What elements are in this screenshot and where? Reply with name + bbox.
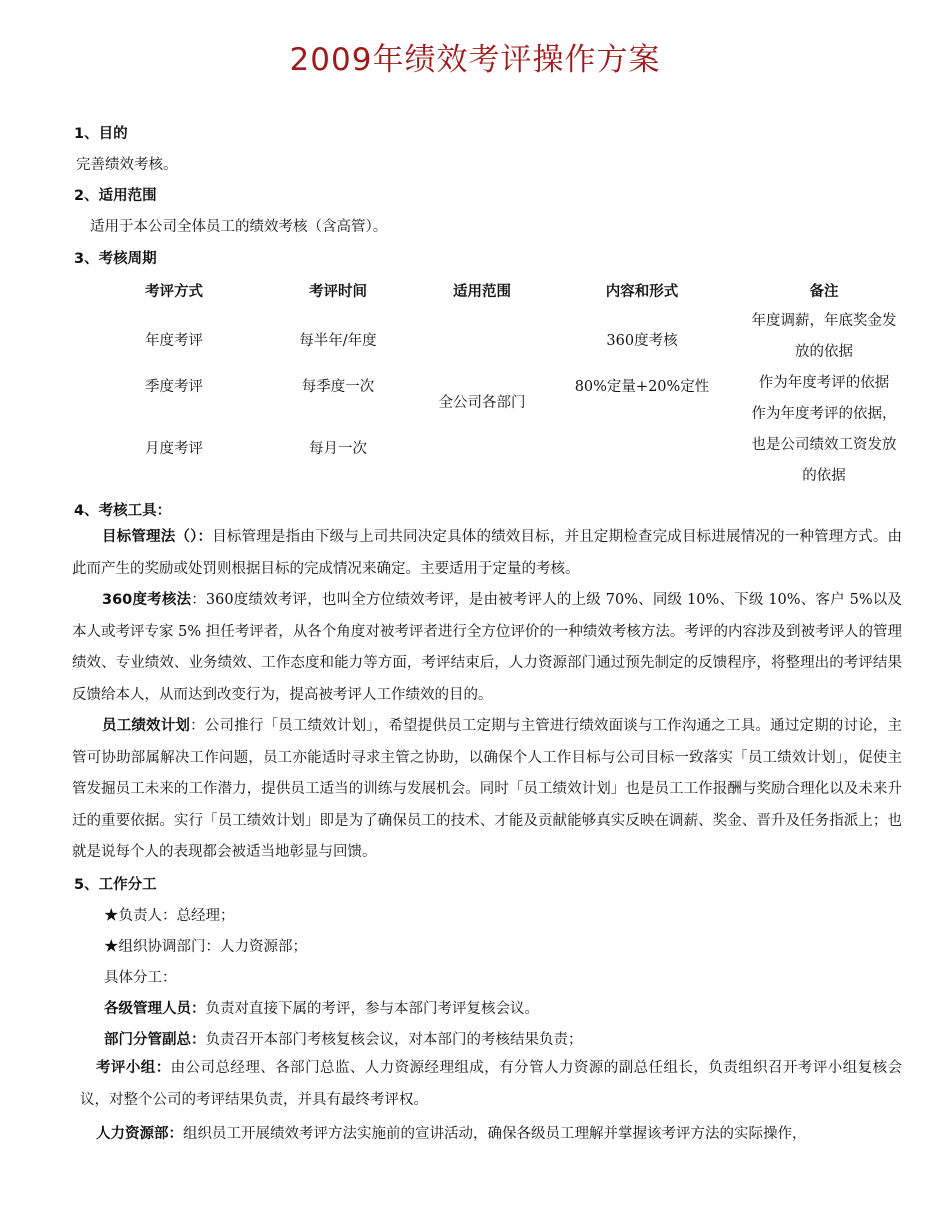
table-row-1-form: 360度考核 bbox=[606, 333, 678, 349]
table-row-3-note: 作为年度考评的依据，也是公司绩效工资发放的依据 bbox=[751, 406, 897, 484]
role-committee-label: 考评小组： bbox=[96, 1059, 171, 1076]
role-vp bbox=[104, 1028, 583, 1049]
table-row-2-method: 季度考评 bbox=[145, 379, 203, 395]
tool-360-paragraph bbox=[72, 585, 902, 711]
document-title: 2009年绩效考评操作方案 bbox=[289, 42, 661, 78]
role-committee bbox=[80, 1052, 902, 1116]
role-managers-label: 各级管理人员： bbox=[104, 1001, 206, 1017]
table-row-1-time: 每半年/年度 bbox=[299, 333, 377, 349]
role-hr-label: 人力资源部： bbox=[96, 1126, 183, 1142]
tool-mbo-text: 目标管理是指由下级与上司共同决定具体的绩效目标，并且定期检查完成目标进展情况的一种管理方式。由此而产生的奖励或处罚则根据目标的完成情况来确定。主要适用于定量的考核。 bbox=[72, 529, 903, 577]
table-header-note: 备注 bbox=[809, 284, 839, 300]
role-hr bbox=[96, 1122, 807, 1143]
table-row-1-method: 年度考评 bbox=[145, 333, 203, 349]
tool-plan-text: ：公司推行「员工绩效计划」，希望提供员工定期与主管进行绩效面谈与工作沟通之工具。通过定期的讨论，主管可协助部属解决工作问题，员工亦能适时寻求主管之协助，以确保个人工作目标与公司目标一致落实「员工绩效计划」，促使主管发掘员工未来的工作潜力，提供员工适当的训练与发展机会。同时「员工绩效计划」也是员工工作报酬与奖励合理化以及未来升迁的重要依据。实行「员工绩效计划」即是为了确保员工的技术、才能及贡献能够真实反映在调薪、奖金、晋升及任务指派上；也就是说每个人的表现都会被适当地彰显与回馈。 bbox=[72, 718, 903, 860]
tool-plan-label: 员工绩效计划 bbox=[102, 718, 191, 734]
table-row-2-note: 作为年度考评的依据 bbox=[758, 375, 890, 391]
role-vp-text: 负责召开本部门考核复核会议，对本部门的考核结果负责； bbox=[205, 1032, 583, 1048]
coordination-line: ★组织协调部门：人力资源部； bbox=[104, 939, 307, 955]
section-1-heading: 1、目的 bbox=[74, 126, 128, 142]
division-label: 具体分工： bbox=[104, 970, 177, 986]
section-3-heading: 3、考核周期 bbox=[74, 251, 157, 267]
section-1-text: 完善绩效考核。 bbox=[76, 157, 178, 173]
tool-plan-paragraph bbox=[72, 711, 902, 869]
table-row-1-note: 年度调薪，年底奖金发放的依据 bbox=[751, 313, 897, 360]
section-2-heading: 2、适用范围 bbox=[74, 188, 157, 204]
table-row-2-form: 80%定量+20%定性 bbox=[574, 379, 710, 395]
tool-mbo-paragraph bbox=[72, 522, 902, 585]
tool-mbo-label: 目标管理法（）： bbox=[102, 529, 213, 545]
table-row-3-time: 每月一次 bbox=[309, 441, 367, 457]
tool-360-label: 360度考核法 bbox=[102, 592, 192, 608]
table-header-form: 内容和形式 bbox=[605, 284, 679, 300]
role-vp-label: 部门分管副总： bbox=[104, 1032, 206, 1048]
table-header-time: 考评时间 bbox=[309, 284, 367, 300]
responsible-line: ★负责人：总经理； bbox=[104, 908, 235, 924]
section-5-heading: 5、工作分工 bbox=[74, 877, 157, 893]
role-managers bbox=[104, 997, 539, 1018]
table-row-2-time: 每季度一次 bbox=[301, 379, 375, 395]
table-header-scope: 适用范围 bbox=[453, 284, 511, 300]
table-row-3-method: 月度考评 bbox=[145, 441, 203, 457]
role-managers-text: 负责对直接下属的考评，参与本部门考评复核会议。 bbox=[205, 1001, 539, 1017]
table-header-method: 考评方式 bbox=[145, 284, 203, 300]
role-committee-text: 由公司总经理、各部门总监、人力资源经理组成，有分管人力资源的副总任组长，负责组织召开考评小组复核会议，对整个公司的考评结果负责，并具有最终考评权。 bbox=[80, 1060, 902, 1108]
section-4-heading: 4、考核工具： bbox=[74, 503, 172, 519]
role-hr-text: 组织员工开展绩效考评方法实施前的宣讲活动，确保各级员工理解并掌握该考评方法的实际操作， bbox=[183, 1126, 807, 1142]
tool-360-text: ：360度绩效考评，也叫全方位绩效考评，是由被考评人的上级 70%、同级 10%、下级 10%、客户 5%以及本人或考评专家 5% 担任考评者，从各个角度对被考评者进行全方位评价的一种绩效考核方法。考评的内容涉及到被考评人的管理绩效、专业绩效、业务绩效、工作态度和能力等方面，考评结束后，人力资源部门通过预先制定的反馈程序，将整理出的考评结果反馈给本人，从而达到改变行为，提高被考评人工作绩效的目的。 bbox=[72, 592, 902, 703]
section-2-text: 适用于本公司全体员工的绩效考核（含高管）。 bbox=[90, 219, 388, 235]
table-scope-merged: 全公司各部门 bbox=[438, 395, 526, 411]
